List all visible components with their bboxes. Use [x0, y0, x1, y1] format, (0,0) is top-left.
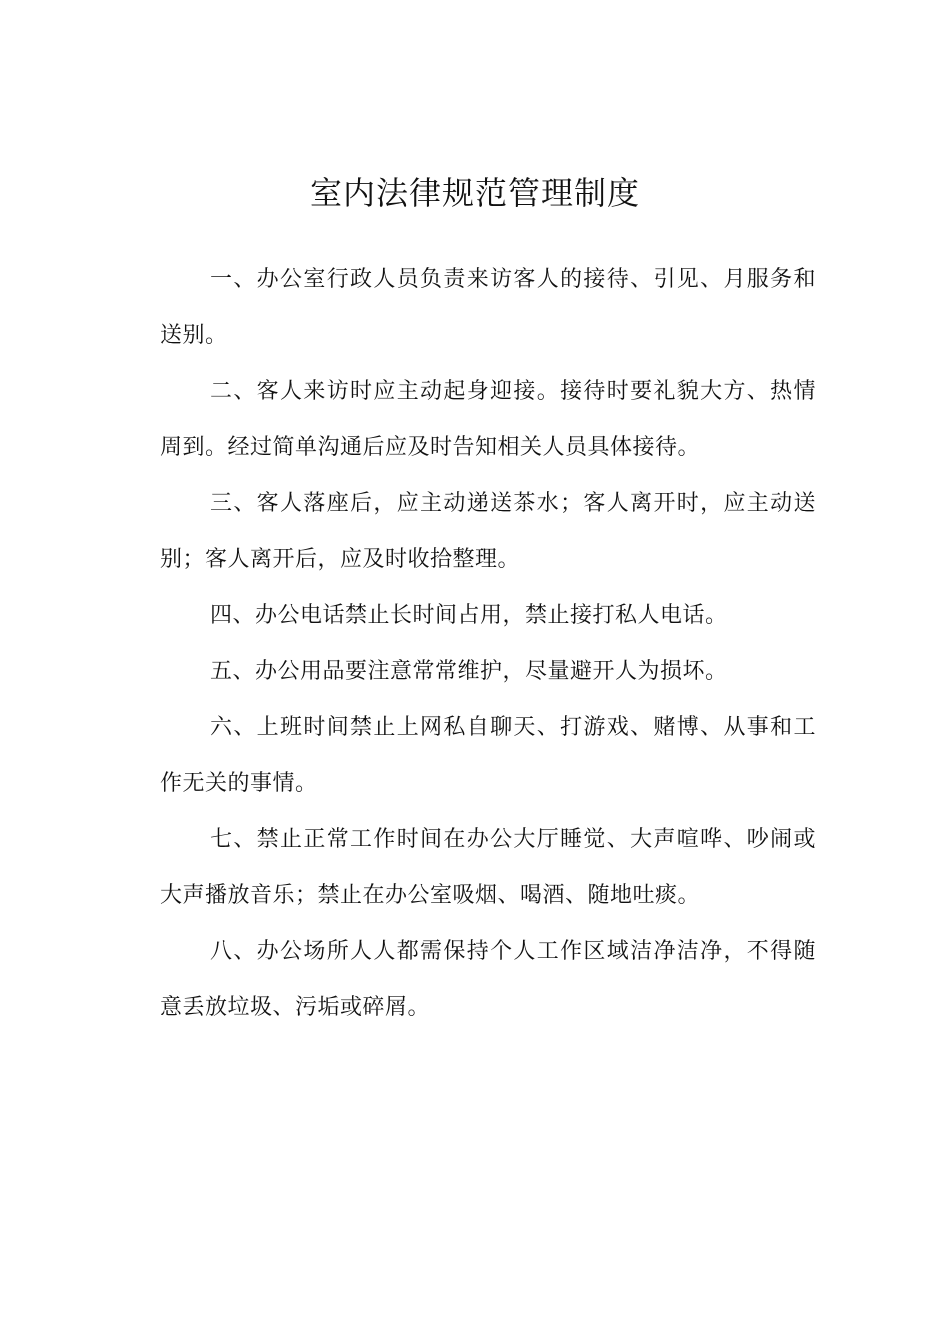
- paragraph-5: 五、办公用品要注意常常维护，尽量避开人为损坏。: [210, 659, 728, 684]
- paragraph-2: 二、客人来访时应主动起身迎接。接待时要礼貌大方、热情周到。经过简单沟通后应及时告知相关人员具体接待。: [160, 379, 816, 460]
- paragraph-8: 八、办公场所人人都需保持个人工作区域洁净洁净，不得随意丢放垃圾、污垢或碎屑。: [160, 939, 816, 1020]
- paragraph-1: 一、办公室行政人员负责来访客人的接待、引见、月服务和送别。: [160, 267, 816, 348]
- document-title: 室内法律规范管理制度: [309, 174, 640, 213]
- paragraph-4: 四、办公电话禁止长时间占用，禁止接打私人电话。: [210, 603, 728, 628]
- paragraph-6: 六、上班时间禁止上网私自聊天、打游戏、赌博、从事和工作无关的事情。: [160, 715, 816, 796]
- paragraph-7: 七、禁止正常工作时间在办公大厅睡觉、大声喧哗、吵闹或大声播放音乐；禁止在办公室吸烟、喝酒、随地吐痰。: [160, 827, 816, 908]
- document-body: [160, 252, 816, 1036]
- paragraph-3: 三、客人落座后，应主动递送茶水；客人离开时，应主动送别；客人离开后，应及时收拾整理。: [160, 491, 816, 572]
